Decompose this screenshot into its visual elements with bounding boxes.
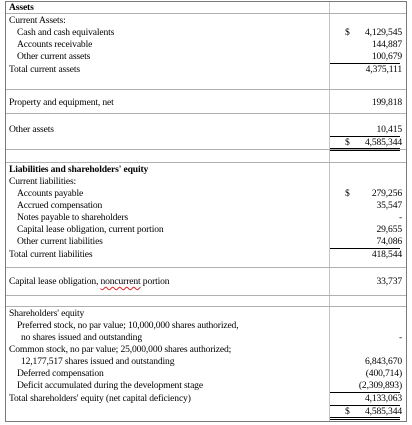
other-assets-row [6, 124, 406, 136]
total-liabilities-value: 418,544 [371, 249, 402, 260]
total-equity-value: 4,133,063 [364, 393, 402, 404]
capital-lease-row [6, 224, 406, 236]
other-liabilities-value: 74,086 [376, 236, 402, 247]
total-assets-value: 4,585,344 [364, 137, 402, 148]
other-liabilities-label: Other current liabilities [17, 236, 103, 247]
accrued-value: 35,547 [376, 200, 402, 211]
total-liabilities-row [6, 249, 406, 261]
capital-lease-label: Capital lease obligation, current portion [17, 224, 164, 235]
grid-line [6, 89, 406, 90]
common-line1-row [6, 344, 406, 356]
grid-line [6, 162, 406, 163]
deferred-value: (400,714) [365, 368, 402, 379]
deficit-value: (2,309,893) [358, 380, 402, 391]
notes-row [6, 212, 406, 224]
liabilities-title-row [6, 164, 406, 176]
grand-total-value: 4,585,344 [364, 406, 402, 417]
current-assets-heading-row [6, 15, 406, 27]
common-line1: Common stock, no par value; 25,000,000 shares authorized; [9, 344, 232, 355]
total-liabilities-label: Total current liabilities [9, 249, 93, 260]
ppe-value: 199,818 [371, 97, 402, 108]
total-assets-double-underline [330, 148, 400, 151]
payable-value: 279,256 [371, 188, 402, 199]
noncurrent-label-suffix: portion [140, 276, 170, 287]
grid-line [6, 295, 406, 296]
grid-line [6, 113, 406, 114]
common-value: 6,843,670 [364, 356, 402, 367]
payable-row [6, 188, 406, 200]
noncurrent-label [9, 276, 169, 288]
cash-row [6, 27, 406, 39]
other-current-assets-value: 100,679 [371, 51, 402, 62]
equity-heading-row [6, 308, 406, 320]
liabilities-title: Liabilities and shareholders' equity [9, 164, 149, 175]
grand-total-currency: $ [345, 406, 350, 417]
ppe-label: Property and equipment, net [9, 97, 114, 108]
total-equity-label: Total shareholders' equity (net capital deficiency) [9, 393, 191, 404]
cash-value: 4,129,545 [364, 27, 402, 38]
total-current-assets-row [6, 64, 406, 76]
deferred-label: Deferred compensation [17, 368, 104, 379]
preferred-line1: Preferred stock, no par value; 10,000,000 shares authorized, [17, 320, 239, 331]
other-assets-value: 10,415 [376, 124, 402, 135]
ppe-row [6, 97, 406, 109]
other-current-assets-label: Other current assets [17, 51, 91, 62]
grid-line [6, 306, 406, 307]
accrued-row [6, 200, 406, 212]
cash-currency: $ [345, 27, 350, 38]
preferred-line1-row [6, 320, 406, 332]
current-liabilities-heading-row [6, 176, 406, 188]
noncurrent-value: 33,737 [376, 276, 402, 287]
current-liabilities-heading: Current liabilities: [9, 176, 77, 187]
common-line2-row [6, 356, 406, 368]
total-current-assets-value: 4,375,111 [365, 64, 402, 75]
cash-label: Cash and cash equivalents [17, 27, 115, 38]
other-assets-label: Other assets [9, 124, 54, 135]
deferred-row [6, 368, 406, 380]
total-equity-row [6, 393, 406, 405]
deficit-row [6, 380, 406, 392]
receivable-row [6, 39, 406, 51]
accrued-label: Accrued compensation [17, 200, 103, 211]
total-assets-currency: $ [345, 137, 350, 148]
grand-total-double-underline [330, 417, 400, 420]
deficit-label: Deficit accumulated during the development stage [17, 380, 203, 391]
notes-value: - [398, 212, 402, 223]
capital-lease-value: 29,655 [376, 224, 402, 235]
preferred-value: - [398, 332, 402, 343]
other-liabilities-row [6, 236, 406, 248]
current-assets-heading: Current Assets: [9, 15, 66, 26]
assets-header-row [6, 2, 406, 14]
payable-label: Accounts payable [17, 188, 84, 199]
grid-line [6, 267, 406, 268]
preferred-line2: no shares issued and outstanding [21, 332, 142, 343]
assets-title: Assets [9, 2, 34, 13]
noncurrent-row [6, 276, 406, 288]
other-current-assets-row [6, 51, 406, 63]
noncurrent-label-marked: noncurrent [100, 276, 141, 287]
payable-currency: $ [345, 188, 350, 199]
notes-label: Notes payable to shareholders [17, 212, 129, 223]
total-current-assets-label: Total current assets [9, 64, 80, 75]
preferred-line2-row [6, 332, 406, 344]
common-line2: 12,177,517 shares issued and outstanding [21, 356, 175, 367]
equity-heading: Shareholders' equity [9, 308, 85, 319]
receivable-value: 144,887 [371, 39, 402, 50]
noncurrent-label-prefix: Capital lease obligation, [9, 276, 101, 287]
receivable-label: Accounts receivable [17, 39, 93, 50]
